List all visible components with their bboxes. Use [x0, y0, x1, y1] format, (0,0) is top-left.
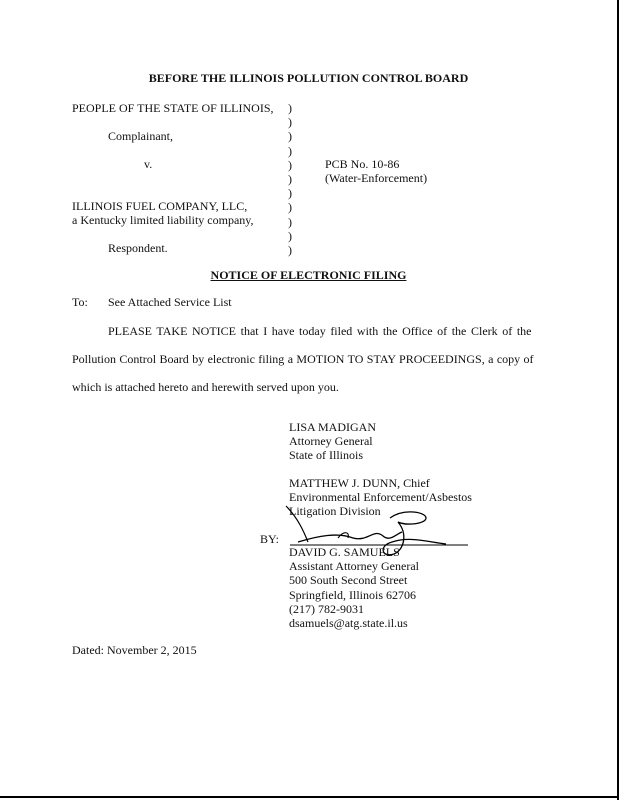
caption-parens	[288, 101, 298, 257]
notice-heading: NOTICE OF ELECTRONIC FILING	[210, 268, 407, 282]
ag-name: LISA MADIGAN	[289, 420, 376, 434]
paren: )	[288, 228, 292, 243]
to-value: See Attached Service List	[108, 295, 232, 309]
paren: )	[288, 129, 292, 144]
body-line-2: Pollution Control Board by electronic filing a MOTION TO STAY PROCEEDINGS, a copy of	[72, 352, 534, 366]
paren: )	[288, 200, 292, 215]
ag-state: State of Illinois	[289, 448, 363, 463]
case-type: (Water-Enforcement)	[325, 171, 428, 185]
chief-division-line-1: Environmental Enforcement/Asbestos	[289, 490, 472, 505]
body-line-3: which is attached hereto and herewith served upon you.	[72, 380, 339, 394]
by-label: BY:	[260, 532, 279, 546]
dated-line: Dated: November 2, 2015	[72, 643, 197, 657]
body-line-1: PLEASE TAKE NOTICE that I have today filed with the Office of the Clerk of the	[108, 324, 532, 338]
ag-title: Attorney General	[289, 434, 373, 449]
signer-name: DAVID G. SAMUELS	[289, 545, 400, 559]
signer-title: Assistant Attorney General	[289, 559, 419, 574]
respondent-label: Respondent.	[108, 241, 168, 255]
attorney-general-block	[289, 420, 376, 463]
email-address: dsamuels@atg.state.il.us	[289, 615, 408, 630]
to-label: To:	[72, 295, 88, 309]
defendant-name: ILLINOIS FUEL COMPANY, LLC,	[72, 199, 248, 213]
address-line-2: Springfield, Illinois 62706	[289, 587, 416, 602]
versus-label: v.	[144, 157, 153, 171]
case-number: PCB No. 10-86	[325, 157, 400, 171]
paren: )	[288, 242, 292, 257]
address-line-1: 500 South Second Street	[289, 573, 408, 588]
chief-division-line-2: Litigation Division	[289, 504, 381, 519]
signer-block	[289, 545, 419, 630]
paren: )	[288, 171, 292, 186]
paren: )	[288, 214, 292, 229]
document-title: BEFORE THE ILLINOIS POLLUTION CONTROL BOARD	[148, 71, 469, 85]
page-border-bottom	[0, 796, 619, 798]
page-border-right	[617, 0, 619, 800]
chief-name: MATTHEW J. DUNN, Chief	[289, 476, 430, 490]
paren: )	[288, 186, 292, 201]
paren: )	[288, 101, 292, 115]
paren: )	[288, 157, 292, 172]
defendant-description: a Kentucky limited liability company,	[72, 213, 254, 227]
phone-number: (217) 782-9031	[289, 601, 364, 616]
plaintiff-name: PEOPLE OF THE STATE OF ILLINOIS,	[72, 101, 274, 115]
paren: )	[288, 115, 292, 130]
paren: )	[288, 143, 292, 158]
complainant-label: Complainant,	[108, 129, 173, 143]
